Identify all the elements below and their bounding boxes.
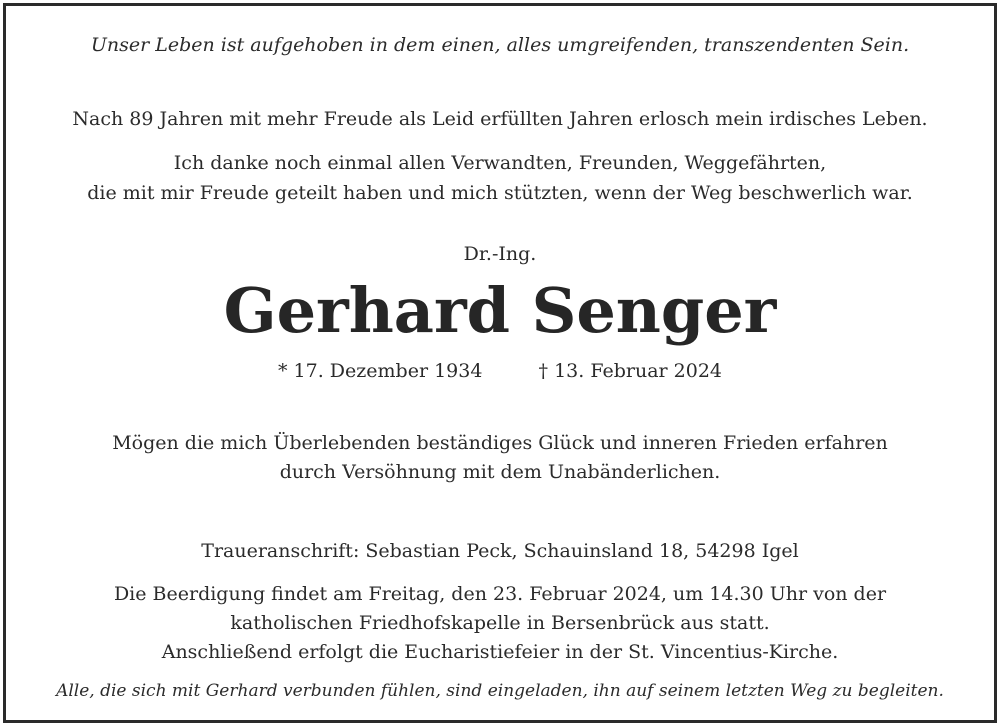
thanks-line-2: die mit mir Freude geteilt haben und mich stützten, wenn der Weg beschwerlich war. (87, 182, 913, 204)
thanks-line-1: Ich danke noch einmal allen Verwandten, Freunden, Weggefährten, (173, 152, 827, 174)
wish-line-2: durch Versöhnung mit dem Unabänderlichen. (279, 461, 721, 483)
funeral-line-2: katholischen Friedhofskapelle in Bersenbrück aus statt. (230, 612, 770, 634)
deceased-name: Gerhard Senger (223, 274, 777, 347)
mourning-address: Traueranschrift: Sebastian Peck, Schauinsland 18, 54298 Igel (201, 540, 799, 562)
wish-line-1: Mögen die mich Überlebenden beständiges Glück und inneren Frieden erfahren (112, 432, 888, 454)
academic-title: Dr.-Ing. (463, 243, 537, 265)
life-dates (6, 360, 994, 382)
invitation: Alle, die sich mit Gerhard verbunden fühlen, sind eingeladen, ihn auf seinem letzten Weg zu begleiten. (56, 681, 944, 701)
funeral-line-1: Die Beerdigung findet am Freitag, den 23. Februar 2024, um 14.30 Uhr von der (113, 583, 887, 605)
funeral-line-3: Anschließend erfolgt die Eucharistiefeier in der St. Vincentius-Kirche. (161, 641, 839, 663)
motto: Unser Leben ist aufgehoben in dem einen, alles umgreifenden, transzendenten Sein. (90, 34, 910, 56)
death-date: † 13. Februar 2024 (538, 360, 722, 382)
birth-date: * 17. Dezember 1934 (278, 360, 483, 382)
intro-text: Nach 89 Jahren mit mehr Freude als Leid erfüllten Jahren erlosch mein irdisches Leben. (72, 108, 928, 130)
obituary-notice (3, 3, 997, 723)
